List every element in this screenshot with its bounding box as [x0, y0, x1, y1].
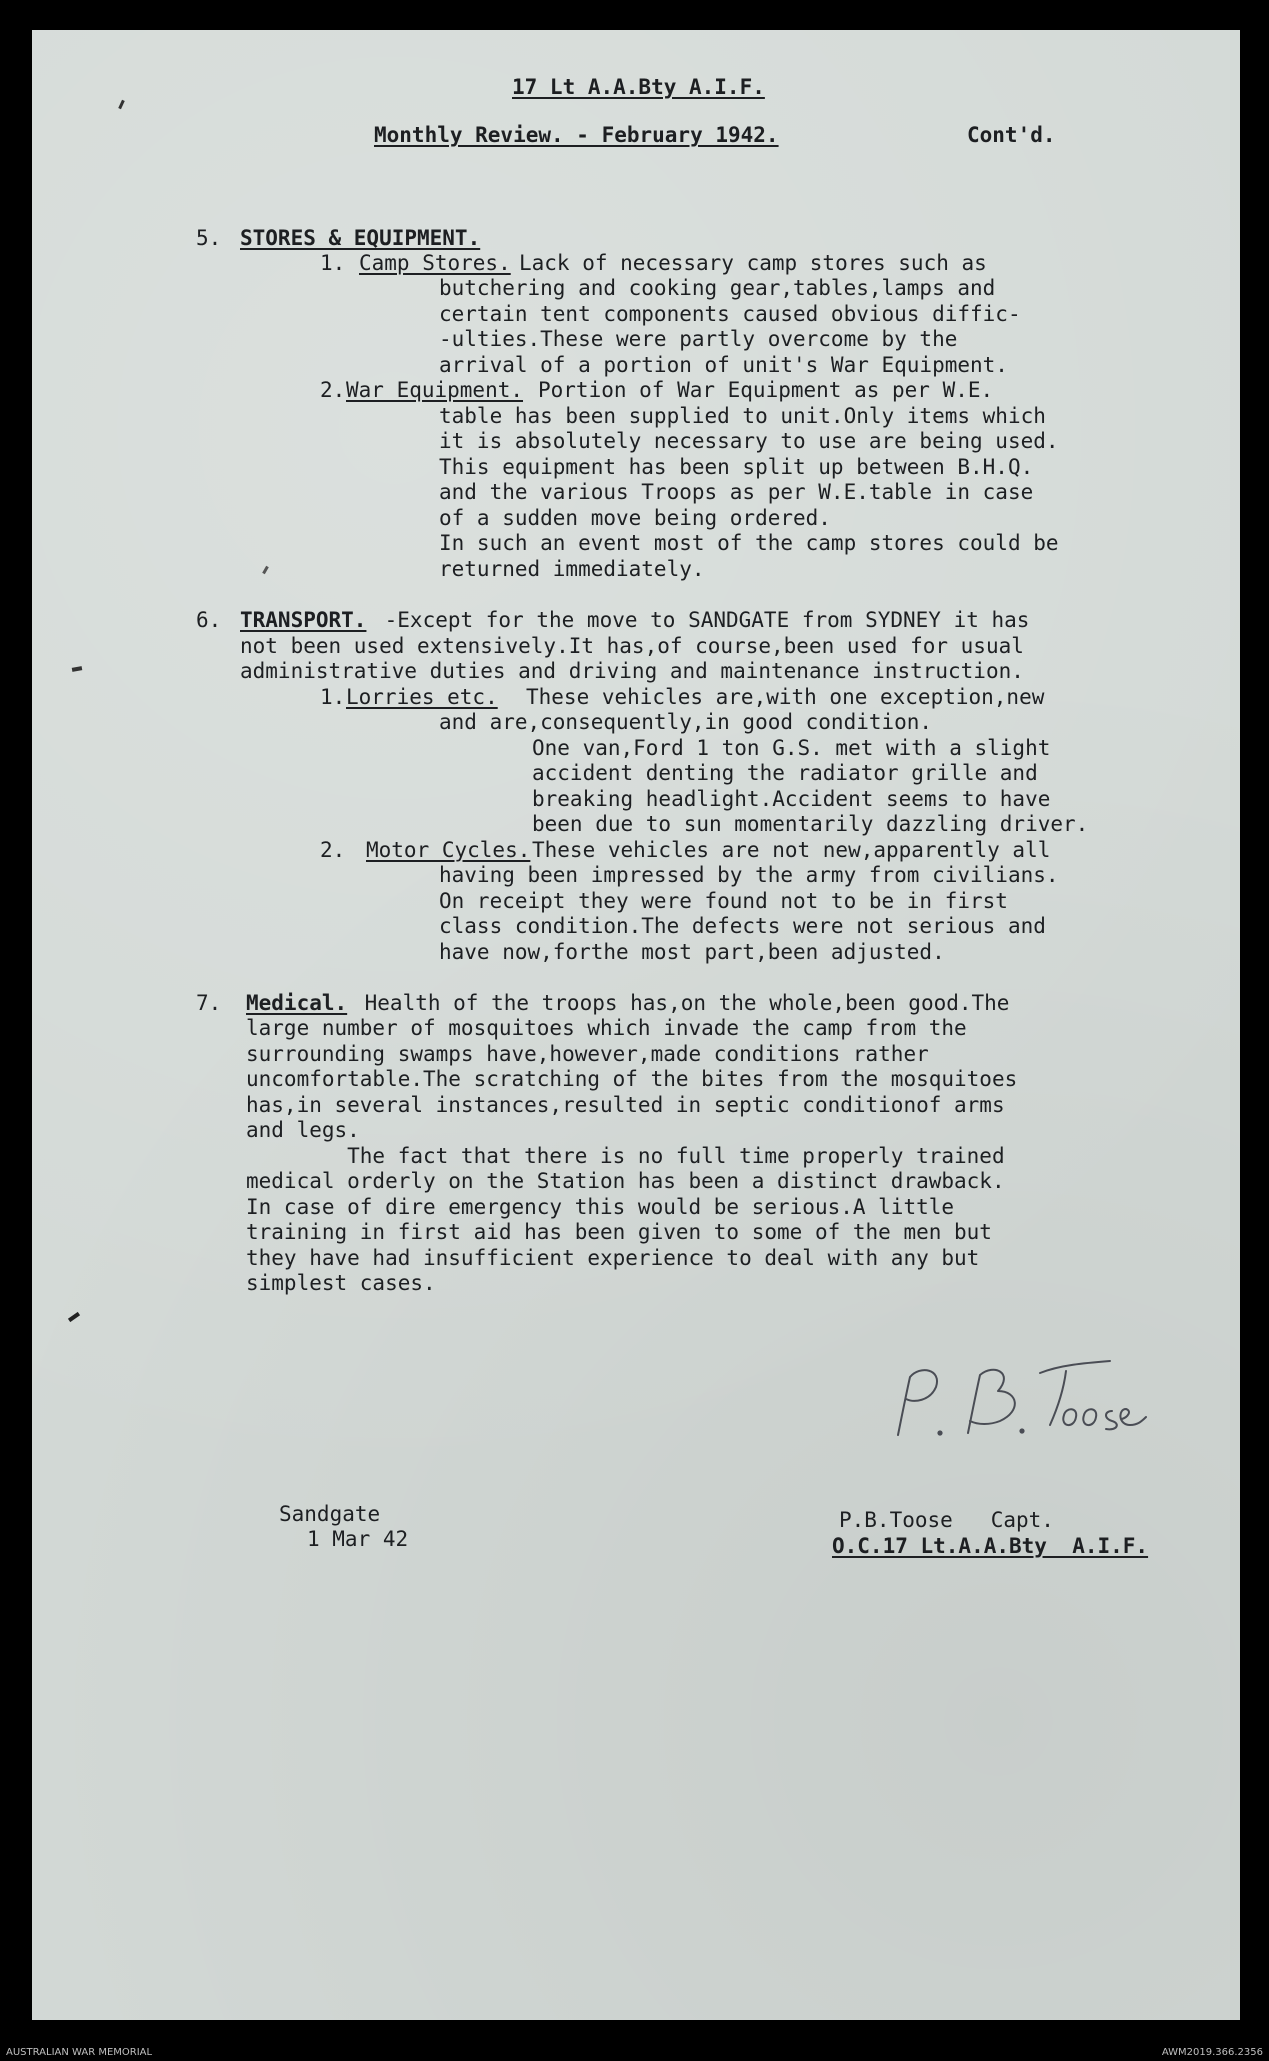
- section-6-line: not been used extensively.It has,of course,been used for usual: [240, 634, 1024, 658]
- section-7-line: surrounding swamps have,however,made conditions rather: [246, 1042, 929, 1066]
- item-5-2-number: 2.: [320, 378, 346, 402]
- section-7-line: The fact that there is no full time properly trained: [246, 1144, 1005, 1168]
- section-7-line: uncomfortable.The scratching of the bites from the mosquitoes: [246, 1067, 1018, 1091]
- unit-title: 17 Lt A.A.Bty A.I.F.: [512, 75, 765, 99]
- item-6-1-line: These vehicles are,with one exception,new: [526, 685, 1045, 709]
- item-5-1-number: 1.: [320, 251, 346, 275]
- item-5-2-line: of a sudden move being ordered.: [439, 506, 831, 530]
- margin-mark: [72, 666, 83, 672]
- section-7-line: Health of the troops has,on the whole,been good.The: [352, 991, 1010, 1015]
- item-5-2-line: and the various Troops as per W.E.table in case: [439, 480, 1034, 504]
- item-5-1-line: arrival of a portion of unit's War Equipment.: [439, 353, 1008, 377]
- item-5-1-line: Lack of necessary camp stores such as: [519, 251, 987, 275]
- closing-place: Sandgate: [279, 1502, 381, 1526]
- margin-mark: [262, 566, 269, 574]
- signatory-name: P.B.Toose Capt.: [839, 1508, 1054, 1532]
- item-5-2-line: This equipment has been split up between B.H.Q.: [439, 455, 1034, 479]
- item-5-2-line: In such an event most of the camp stores could be: [439, 531, 1059, 555]
- continued-label: Cont'd.: [967, 123, 1056, 147]
- item-6-1-line: and are,consequently,in good condition.: [439, 710, 933, 734]
- item-6-2-line: These vehicles are not new,apparently all: [532, 838, 1051, 862]
- document-page: [32, 30, 1240, 2020]
- section-5-number: 5.: [196, 226, 222, 250]
- item-5-1-title: Camp Stores.: [359, 251, 511, 275]
- item-6-2-line: have now,forthe most part,been adjusted.: [439, 940, 945, 964]
- item-6-1-line: One van,Ford 1 ton G.S. met with a slight: [532, 736, 1051, 760]
- item-5-1-line: butchering and cooking gear,tables,lamps and: [439, 276, 996, 300]
- item-5-2-line: it is absolutely necessary to use are being used.: [439, 429, 1059, 453]
- footer-credit-left: AUSTRALIAN WAR MEMORIAL: [6, 2047, 153, 2058]
- item-6-1-line: breaking headlight.Accident seems to have: [532, 787, 1051, 811]
- section-7-line: In case of dire emergency this would be serious.A little: [246, 1195, 955, 1219]
- item-6-2-number: 2.: [320, 838, 346, 862]
- section-6-line: -Except for the move to SANDGATE from SYDNEY it has: [372, 608, 1030, 632]
- item-6-2-line: class condition.The defects were not serious and: [439, 914, 1046, 938]
- section-6-title: TRANSPORT.: [240, 608, 367, 632]
- item-5-1-line: -ulties.These were partly overcome by the: [439, 327, 958, 351]
- closing-date: 1 Mar 42: [307, 1527, 409, 1551]
- margin-mark: [68, 1312, 80, 1322]
- section-7-line: simplest cases.: [246, 1271, 436, 1295]
- item-5-1-line: certain tent components caused obvious diffic-: [439, 302, 1021, 326]
- section-5-title: STORES & EQUIPMENT.: [240, 226, 481, 250]
- section-7-line: training in first aid has been given to some of the men but: [246, 1220, 992, 1244]
- section-7-line: large number of mosquitoes which invade the camp from the: [246, 1016, 967, 1040]
- handwritten-signature: [890, 1355, 1150, 1440]
- section-7-title: Medical.: [246, 991, 348, 1015]
- section-6-line: administrative duties and driving and maintenance instruction.: [240, 659, 1024, 683]
- item-6-1-title: Lorries etc.: [346, 685, 498, 709]
- item-6-1-line: been due to sun momentarily dazzling driver.: [532, 812, 1089, 836]
- item-5-2-line: returned immediately.: [439, 557, 705, 581]
- item-5-2-title: War Equipment.: [346, 378, 524, 402]
- item-6-2-line: On receipt they were found not to be in first: [439, 889, 1008, 913]
- review-title: Monthly Review. - February 1942.: [374, 123, 779, 147]
- section-6-number: 6.: [196, 608, 222, 632]
- section-7-line: has,in several instances,resulted in septic conditionof arms: [246, 1093, 1005, 1117]
- margin-mark: [118, 100, 125, 109]
- item-6-2-title: Motor Cycles.: [366, 838, 531, 862]
- section-7-line: they have had insufficient experience to deal with any but: [246, 1246, 980, 1270]
- signatory-position: O.C.17 Lt.A.A.Bty A.I.F.: [832, 1534, 1149, 1558]
- item-5-2-line: Portion of War Equipment as per W.E.: [538, 378, 994, 402]
- item-5-2-line: table has been supplied to unit.Only items which: [439, 404, 1046, 428]
- item-6-2-line: having been impressed by the army from civilians.: [439, 863, 1059, 887]
- footer-credit-right: AWM2019.366.2356: [1161, 2047, 1263, 2058]
- section-7-number: 7.: [196, 991, 222, 1015]
- item-6-1-line: accident denting the radiator grille and: [532, 761, 1038, 785]
- section-7-line: medical orderly on the Station has been a distinct drawback.: [246, 1169, 1005, 1193]
- section-7-line: and legs.: [246, 1118, 360, 1142]
- item-6-1-number: 1.: [320, 685, 346, 709]
